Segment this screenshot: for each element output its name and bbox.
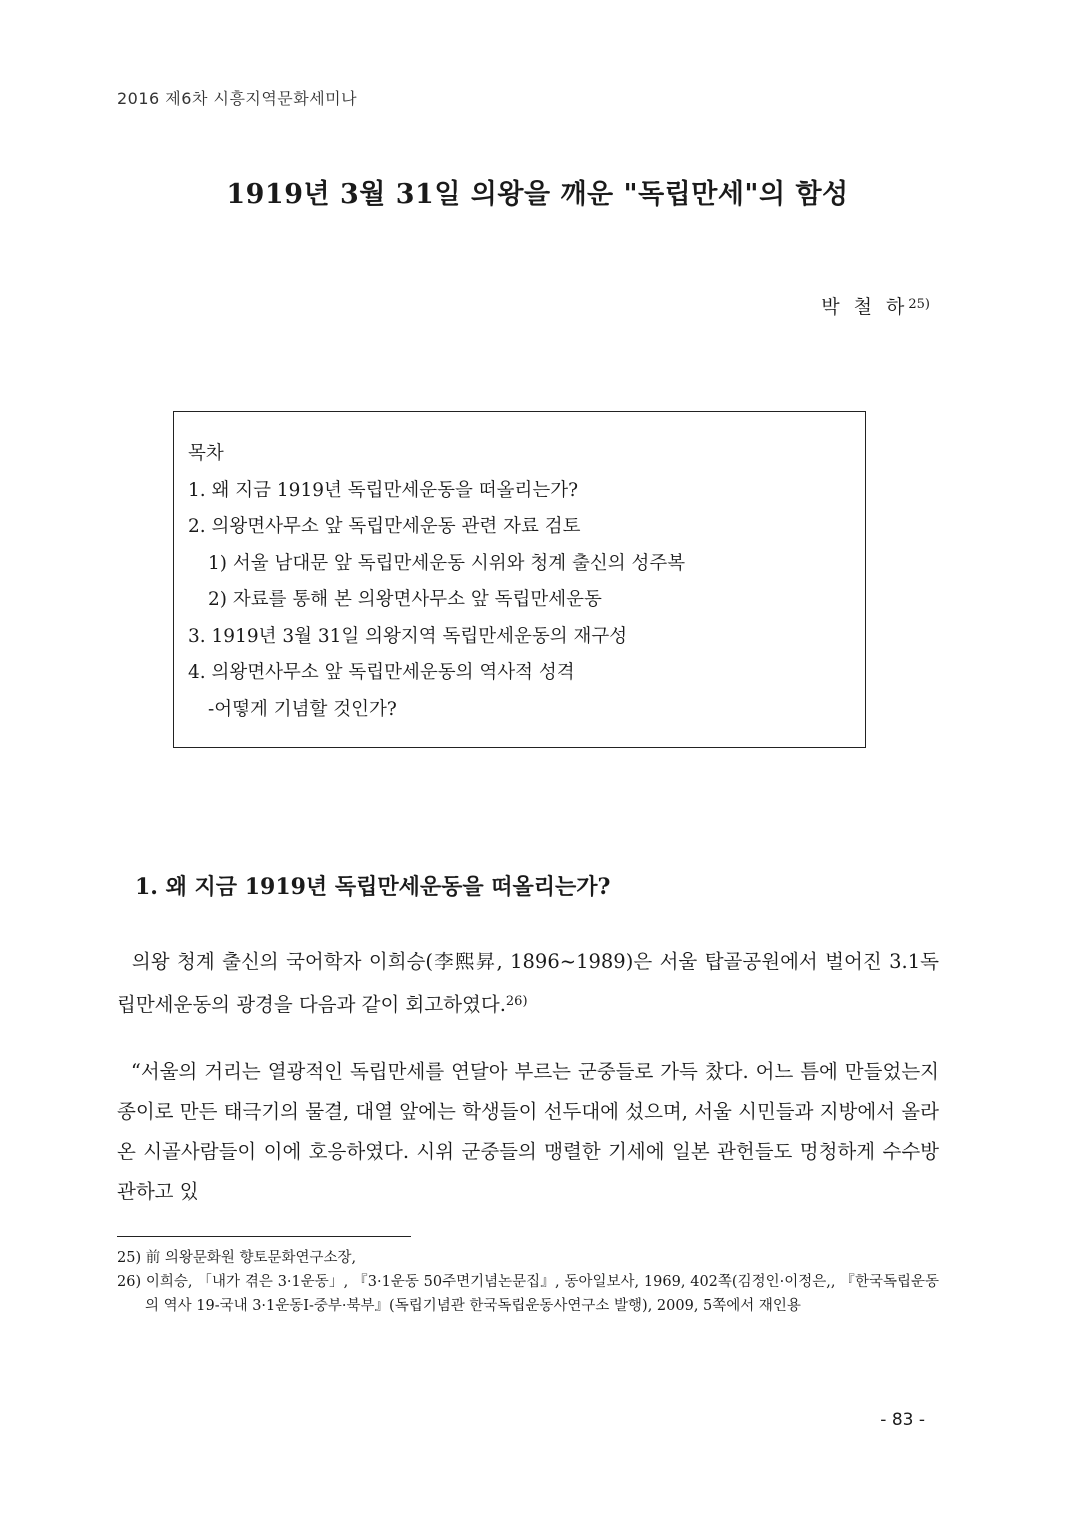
document-title: 1919년 3월 31일 의왕을 깨운 "독립만세"의 함성: [226, 179, 849, 210]
footnote: 25) 前 의왕문화원 향토문화연구소장,: [117, 1250, 357, 1266]
footnote-mark: 26): [505, 994, 528, 1009]
toc-item: 2. 의왕면사무소 앞 독립만세운동 관련 자료 검토: [188, 516, 581, 537]
page-number: - 83 -: [880, 1410, 925, 1430]
footnote: 26) 이희승, 「내가 겪은 3·1운동」, 『3·1운동 50주면기념논문집』, 동아일보사, 1969, 402쪽(김정인·이정은,, 『한국독립운동의 역사 19-국내 3·1운동Ⅰ-중부·북부』(독립기념관 한국독립운동사연구소 발행), 2009, 5쪽에서 재인용: [117, 1274, 939, 1314]
footnote-divider: [117, 1236, 411, 1237]
toc-subitem: 2) 자료를 통해 본 의왕면사무소 앞 독립만세운동: [208, 589, 602, 610]
running-header: 2016 제6차 시흥지역문화세미나: [117, 89, 358, 108]
toc-subitem: -어떻게 기념할 것인가?: [208, 698, 397, 720]
author-footnote-mark: 25): [908, 297, 930, 312]
paragraph-text: 의왕 청계 출신의 국어학자 이희승(李熙昇, 1896~1989)은 서울 탑골공원에서 벌어진 3.1독립만세운동의 광경을 다음과 같이 회고하였다.: [117, 950, 939, 1016]
toc-heading: 목차: [188, 443, 224, 464]
table-of-contents-box: [173, 411, 866, 748]
body-paragraph: [117, 942, 939, 1025]
author-line: [821, 292, 930, 319]
toc-item: 1. 왜 지금 1919년 독립만세운동을 떠올리는가?: [188, 479, 578, 501]
toc-subitem: 1) 서울 남대문 앞 독립만세운동 시위와 청계 출신의 성주복: [208, 552, 686, 574]
paragraph-text: “서울의 거리는 열광적인 독립만세를 연달아 부르는 군중들로 가득 찼다. 어느 틈에 만들었는지 종이로 만든 태극기의 물결, 대열 앞에는 학생들이 선두대에 섰으며, 서울 시민들과 지방에서 올라온 시골사람들이 이에 호응하였다. 시위 군중들의 맹렬한 기세에 일본 관헌들도 멍청하게 수수방관하고 있: [117, 1060, 939, 1203]
author-name: 박 철 하: [821, 296, 909, 318]
section-heading: 1. 왜 지금 1919년 독립만세운동을 떠올리는가?: [135, 874, 611, 900]
footnotes: [117, 1246, 939, 1318]
toc-item: 3. 1919년 3월 31일 의왕지역 독립만세운동의 재구성: [188, 625, 628, 647]
toc-item: 4. 의왕면사무소 앞 독립만세운동의 역사적 성격: [188, 662, 575, 683]
quote-paragraph: [117, 1052, 939, 1212]
